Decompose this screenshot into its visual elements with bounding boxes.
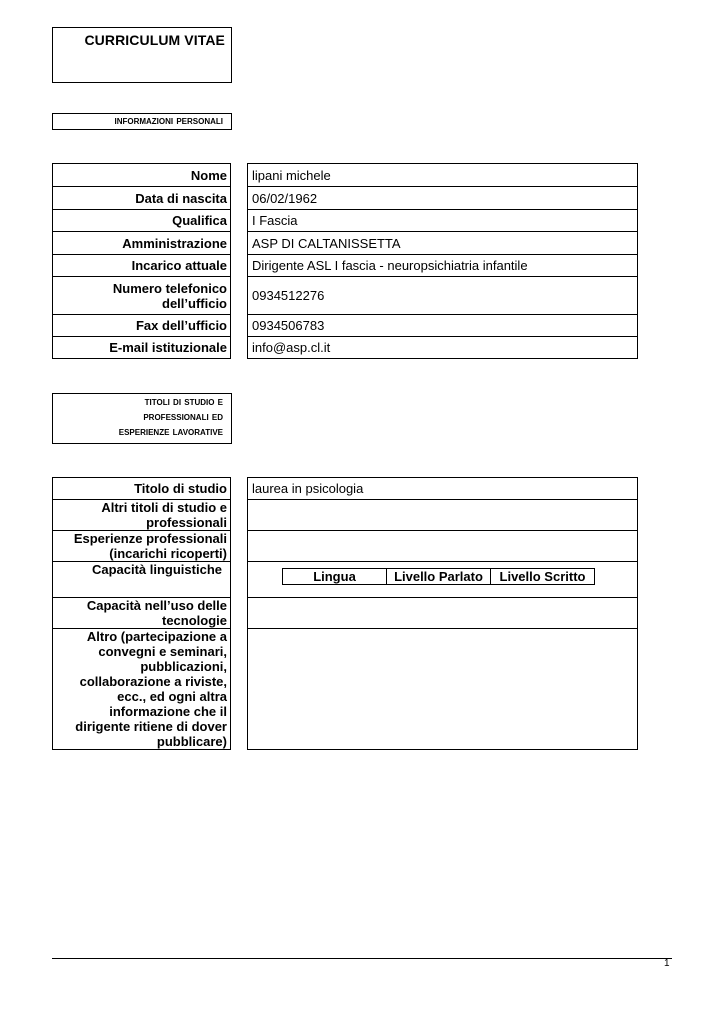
label-email: E-mail istituzionale bbox=[53, 337, 231, 359]
label-line: informazione che il bbox=[109, 704, 227, 719]
label-telefono bbox=[53, 277, 231, 315]
table-row bbox=[53, 478, 638, 500]
label-line: (incarichi ricoperti) bbox=[109, 546, 227, 561]
label-telefono-line: dell’ufficio bbox=[162, 295, 227, 311]
label-nome: Nome bbox=[53, 164, 231, 187]
lang-header-scritto: Livello Scritto bbox=[491, 569, 595, 585]
table-row bbox=[53, 277, 638, 315]
label-qualifica: Qualifica bbox=[53, 210, 231, 232]
label-line: convegni e seminari, bbox=[98, 644, 227, 659]
value-fax: 0934506783 bbox=[248, 315, 638, 337]
section-heading-personal: informazioni personali bbox=[52, 113, 232, 130]
section-heading-line: titoli di studio e bbox=[144, 396, 223, 408]
value-titolo-studio: laurea in psicologia bbox=[248, 478, 638, 500]
label-telefono-line: Numero telefonico bbox=[112, 280, 227, 296]
value-amministrazione: ASP DI CALTANISSETTA bbox=[248, 232, 638, 255]
label-line: ecc., ed ogni altra bbox=[117, 689, 227, 704]
table-row bbox=[53, 562, 638, 598]
value-altro bbox=[248, 629, 638, 750]
section-heading-line: professionali ed bbox=[143, 411, 223, 423]
value-data-nascita: 06/02/1962 bbox=[248, 187, 638, 210]
value-qualifica: I Fascia bbox=[248, 210, 638, 232]
label-amministrazione: Amministrazione bbox=[53, 232, 231, 255]
label-line: pubblicare) bbox=[156, 734, 227, 749]
label-altro bbox=[53, 629, 231, 750]
section-heading-line: esperienze lavorative bbox=[118, 426, 223, 438]
value-nome: lipani michele bbox=[248, 164, 638, 187]
page-number: 1 bbox=[664, 958, 670, 969]
label-esperienze bbox=[53, 531, 231, 562]
label-capacita-linguistiche: Capacità linguistiche bbox=[53, 562, 231, 598]
table-row bbox=[53, 531, 638, 562]
value-esperienze bbox=[248, 531, 638, 562]
table-row bbox=[53, 315, 638, 337]
label-line: professionali bbox=[146, 515, 227, 530]
lang-header-parlato: Livello Parlato bbox=[387, 569, 491, 585]
label-altri-titoli bbox=[53, 500, 231, 531]
label-line: collaborazione a riviste, bbox=[79, 674, 227, 689]
label-titolo-studio: Titolo di studio bbox=[53, 478, 231, 500]
studies-table bbox=[52, 477, 638, 750]
label-line: dirigente ritiene di dover bbox=[75, 719, 227, 734]
value-capacita-linguistiche bbox=[248, 562, 638, 598]
label-line: Altri titoli di studio e bbox=[101, 500, 227, 515]
label-line: Altro (partecipazione a bbox=[86, 629, 227, 644]
table-row bbox=[53, 232, 638, 255]
section-heading-studies bbox=[52, 393, 232, 444]
cv-title-box bbox=[52, 27, 232, 83]
label-capacita-tecnologie bbox=[53, 598, 231, 629]
language-table bbox=[282, 568, 595, 585]
value-capacita-tecnologie bbox=[248, 598, 638, 629]
table-row bbox=[53, 255, 638, 277]
value-email: info@asp.cl.it bbox=[248, 337, 638, 359]
value-incarico: Dirigente ASL I fascia - neuropsichiatria infantile bbox=[248, 255, 638, 277]
label-incarico: Incarico attuale bbox=[53, 255, 231, 277]
table-row bbox=[53, 210, 638, 232]
table-row bbox=[53, 629, 638, 750]
personal-info-table bbox=[52, 163, 638, 359]
lang-header-lingua: Lingua bbox=[283, 569, 387, 585]
label-data-nascita: Data di nascita bbox=[53, 187, 231, 210]
table-row bbox=[283, 569, 595, 585]
table-row bbox=[53, 164, 638, 187]
footer-divider bbox=[52, 958, 672, 959]
value-altri-titoli bbox=[248, 500, 638, 531]
label-line: pubblicazioni, bbox=[140, 659, 227, 674]
label-line: Capacità nell’uso delle bbox=[86, 598, 227, 613]
cv-title: CURRICULUM VITAE bbox=[84, 32, 225, 48]
table-row bbox=[53, 187, 638, 210]
label-fax: Fax dell’ufficio bbox=[53, 315, 231, 337]
label-line: tecnologie bbox=[161, 613, 227, 628]
table-row bbox=[53, 337, 638, 359]
value-telefono: 0934512276 bbox=[248, 277, 638, 315]
label-line: Esperienze professionali bbox=[73, 531, 227, 546]
table-row bbox=[53, 500, 638, 531]
table-row bbox=[53, 598, 638, 629]
